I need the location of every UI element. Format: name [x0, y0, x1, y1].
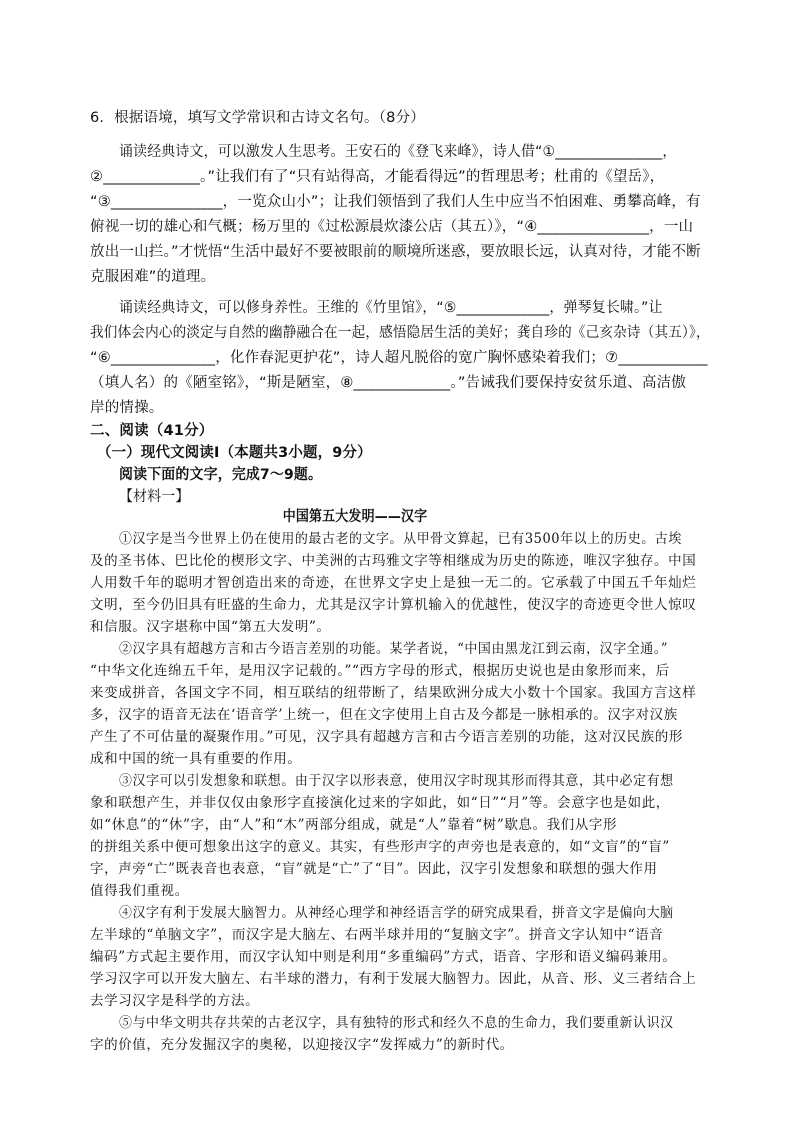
article-line: ②汉字具有超越方言和古今语言差别的功能。某学者说，“中国由黑龙江到云南，汉字全通。”: [119, 641, 669, 657]
q6-p1-line: 克服困难”的道理。: [90, 269, 216, 285]
article-line: 字，声旁“亡”既表音也表意，“盲”就是“亡”了“目”。因此，汉字引发想象和联想的强大作用: [90, 861, 658, 877]
article-line: 字的价值，充分发掘汉字的奥秘，以迎接汉字“发挥威力”的新时代。: [90, 1037, 514, 1053]
article-line: “中华文化连绵五千年，是用汉字记载的。”“西方字母的形式，根据历史说也是由象形而来，后: [90, 663, 670, 679]
q6-p1-line: ②_____________。”让我们有了“只有站得高，才能看得远”的哲理思考；杜甫的《望岳》，: [90, 169, 665, 185]
article-line: 的拼组关系中便可想象出这字的意义。其实，有些形声字的声旁也是表意的，如“文盲”的“盲”: [90, 839, 670, 855]
article-line: 及的圣书体、巴比伦的楔形文字、中美洲的古玛雅文字等相继成为历史的陈迹，唯汉字独存。中国: [90, 553, 697, 569]
article-line: ③汉字可以引发想象和联想。由于汉字以形表意，使用汉字时现其形而得其意，其中必定有想: [119, 773, 674, 789]
subsection-heading: （一）现代文阅读Ⅰ（本题共3小题，9分）: [97, 445, 372, 461]
material-label: 【材料一】: [119, 489, 190, 505]
q6-p2-line: 我们体会内心的淡定与自然的幽静融合在一起，感悟隐居生活的美好；龚自珍的《己亥杂诗（其五）》，: [90, 325, 710, 341]
q6-p1-line: “③_______________，一览众山小”；让我们领悟到了我们人生中应当不怕困难、勇攀高峰，有: [90, 194, 701, 210]
article-line: 去学习汉字是科学的方法。: [90, 993, 260, 1009]
article-line: 如“休息”的“休”字，由“人”和“木”两部分组成，就是“人”靠着“树”歇息。我们从字形: [90, 817, 618, 833]
article-line: 学习汉字可以开发大脑左、右半球的潜力，有利于发展大脑智力。因此，从音、形、义三者结合上: [90, 971, 697, 987]
q6-p1-line: 诵读经典诗文，可以激发人生思考。王安石的《登飞来峰》，诗人借“①_______________，: [119, 144, 677, 160]
article-line: ①汉字是当今世界上仍在使用的最古老的文字。从甲骨文算起，已有3500年以上的历史。古埃: [119, 531, 682, 547]
q6-p2-line: 岸的情操。: [90, 400, 164, 416]
article-title: 中国第五大发明——汉字: [282, 509, 428, 525]
q6-p1-line: 俯视一切的雄心和气概；杨万里的《过松源晨炊漆公店（其五）》，“④_______________，一山: [90, 219, 694, 235]
question-6-heading: 6．根据语境，填写文学常识和古诗文名句。（8分）: [90, 110, 425, 126]
article-line: 成和中国的统一具有重要的作用。: [90, 751, 302, 767]
article-line: 多，汉字的语音无法在‘语音学’上统一，但在文字使用上自古及今都是一脉相承的。汉字对汉族: [90, 707, 678, 723]
article-line: ⑤与中华文明共存共荣的古老汉字，具有独特的形式和经久不息的生命力，我们要重新认识汉: [119, 1015, 674, 1031]
q6-p1-line: 放出一山拦。”才恍悟“生活中最好不要被眼前的顺境所迷惑，要放眼长远，认真对待，才能不断: [90, 244, 701, 260]
article-line: 文明，至今仍旧具有旺盛的生命力，尤其是汉字计算机输入的优越性，使汉字的奇迹更令世人惊叹: [90, 597, 697, 613]
article-line: 象和联想产生，并非仅仅由象形字直接演化过来的字如此，如“日”“月”等。会意字也是如此，: [90, 795, 670, 811]
article-line: ④汉字有利于发展大脑智力。从神经心理学和神经语言学的研究成果看，拼音文字是偏向大脑: [119, 905, 674, 921]
q6-p2-line: （填人名）的《陋室铭》，“斯是陋室，⑧_____________。”告诫我们要保持安贫乐道、高洁傲: [90, 375, 687, 391]
q6-p2-line: 诵读经典诗文，可以修身养性。王维的《竹里馆》，“⑤_____________，弹琴复长啸。”让: [119, 300, 663, 316]
reading-instruction: 阅读下面的文字，完成7～9题。: [119, 467, 323, 483]
article-line: 左半球的“单脑文字”，而汉字是大脑左、右两半球并用的“复脑文字”。拼音文字认知中“语音: [90, 927, 664, 943]
article-line: 和信服。汉字堪称中国“第五大发明”。: [90, 619, 331, 635]
article-line: 值得我们重视。: [90, 883, 189, 899]
article-line: 产生了不可估量的凝聚作用。”可见，汉字具有超越方言和古今语言差别的功能，这对汉民族的形: [90, 729, 683, 745]
section-2-heading: 二、阅读（41分）: [90, 423, 214, 439]
article-line: 人用数千年的聪明才智创造出来的奇迹，在世界文字史上是独一无二的。它承载了中国五千年灿烂: [90, 575, 697, 591]
article-line: 编码”方式起主要作用，而汉字认知中则是利用“多重编码”方式，语音、字形和语义编码兼用。: [90, 949, 677, 965]
article-line: 来变成拼音，各国文字不同，相互联结的纽带断了，结果欧洲分成大小数十个国家。我国方言这样: [90, 685, 697, 701]
q6-p2-line: “⑥______________，化作春泥更护花”，诗人超凡脱俗的宽广胸怀感染着我们；⑦____________: [90, 350, 708, 366]
